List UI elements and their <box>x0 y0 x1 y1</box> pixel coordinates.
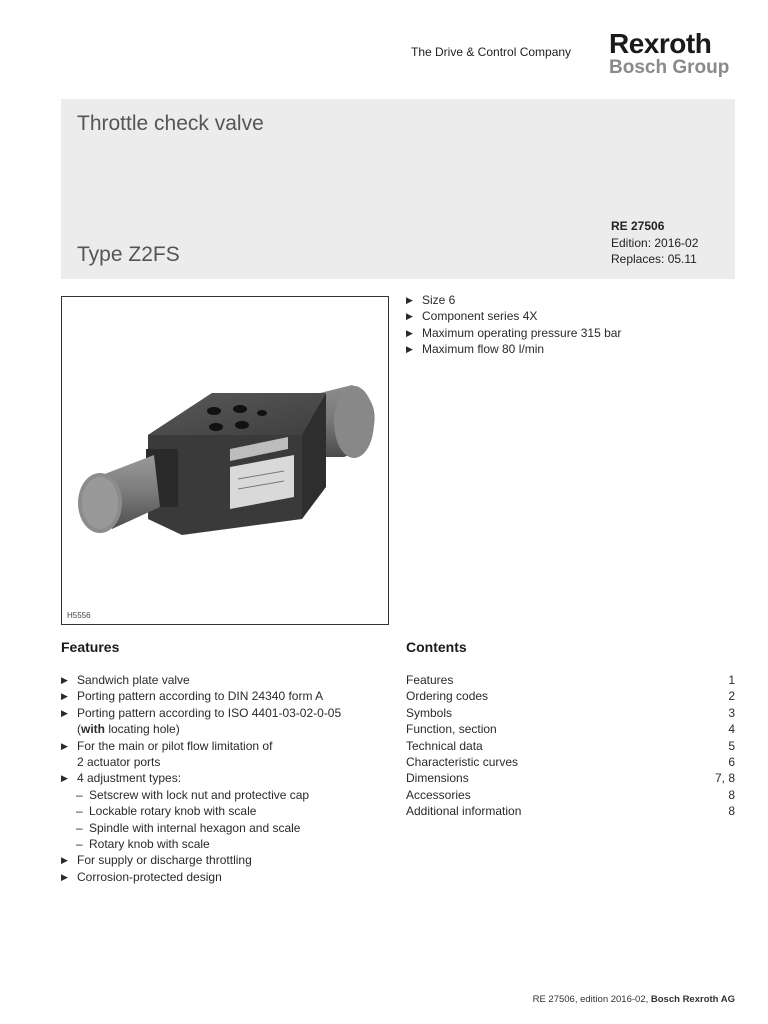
logo-sub-text: Bosch Group <box>609 57 730 78</box>
list-item: ▶ Sandwich plate valve <box>61 673 190 687</box>
contents-row[interactable]: Function, section 4 <box>406 722 735 737</box>
tagline: The Drive & Control Company <box>411 45 572 59</box>
emphasis: with <box>81 722 105 737</box>
sub-list-item: – Rotary knob with scale <box>76 837 210 852</box>
contents-row[interactable]: Dimensions 7, 8 <box>406 771 735 786</box>
photo-code: H5556 <box>67 611 91 620</box>
page-footer: RE 27506, edition 2016-02, Bosch Rexroth AG <box>532 994 735 1005</box>
triangle-right-icon: ▶ <box>406 311 413 322</box>
list-item: ▶ For the main or pilot flow limitation of <box>61 738 273 753</box>
list-item: ▶ Porting pattern according to ISO 4401-03-02-0-05 <box>61 705 342 720</box>
dash-bullet: – <box>76 820 83 835</box>
triangle-right-icon: ▶ <box>406 344 413 355</box>
contents-row[interactable]: Accessories 8 <box>406 787 735 802</box>
features-heading: Features <box>61 639 120 655</box>
list-item-continuation: 2 actuator ports <box>77 755 161 770</box>
title-band <box>61 99 735 279</box>
contents-heading: Contents <box>406 639 467 655</box>
list-item: ▶ Maximum operating pressure 315 bar <box>406 325 622 340</box>
list-item: ▶ 4 adjustment types: <box>61 771 182 786</box>
triangle-right-icon: ▶ <box>61 871 68 882</box>
sub-list-item: – Setscrew with lock nut and protective cap <box>76 787 310 802</box>
document-type: Type Z2FS <box>77 243 180 266</box>
sub-list-item: – Spindle with internal hexagon and scale <box>76 820 301 835</box>
re-number: RE 27506 <box>611 219 665 233</box>
triangle-right-icon: ▶ <box>61 675 68 685</box>
dash-bullet: – <box>76 804 83 819</box>
sub-list-item: – Lockable rotary knob with scale <box>76 804 257 819</box>
list-item: ▶ Corrosion-protected design <box>61 869 222 884</box>
list-item: ▶ For supply or discharge throttling <box>61 853 252 868</box>
triangle-right-icon: ▶ <box>61 773 68 784</box>
key-facts-list <box>406 292 736 358</box>
contents-row[interactable]: Features 1 <box>406 673 735 687</box>
list-item: ▶ Maximum flow 80 l/min <box>406 342 545 357</box>
valve-illustration <box>62 297 389 625</box>
contents-row[interactable]: Technical data 5 <box>406 738 735 753</box>
triangle-right-icon: ▶ <box>406 327 413 338</box>
dash-bullet: – <box>76 837 83 852</box>
rexroth-logo <box>609 28 735 78</box>
triangle-right-icon: ▶ <box>61 740 68 751</box>
dash-bullet: – <box>76 787 83 802</box>
replaces: Replaces: 05.11 <box>611 252 697 266</box>
contents-row[interactable]: Additional information 8 <box>406 804 735 819</box>
contents-row[interactable]: Ordering codes 2 <box>406 689 735 704</box>
triangle-right-icon: ▶ <box>61 855 68 866</box>
triangle-right-icon: ▶ <box>61 707 68 718</box>
features-list <box>61 672 381 885</box>
list-item-continuation: (with locating hole) <box>77 722 180 737</box>
contents-table <box>406 672 735 820</box>
product-photo <box>61 296 389 625</box>
triangle-right-icon: ▶ <box>61 691 68 702</box>
edition: Edition: 2016-02 <box>611 235 699 250</box>
list-item: ▶ Component series 4X <box>406 309 538 324</box>
logo-main-text: Rexroth <box>609 28 712 59</box>
triangle-right-icon: ▶ <box>406 295 413 305</box>
contents-row[interactable]: Characteristic curves 6 <box>406 755 735 770</box>
footer-company: Bosch Rexroth AG <box>650 994 735 1005</box>
document-meta <box>611 218 698 268</box>
contents-row[interactable]: Symbols 3 <box>406 705 735 720</box>
list-item: ▶ Size 6 <box>406 293 456 307</box>
document-title: Throttle check valve <box>77 112 264 135</box>
list-item: ▶ Porting pattern according to DIN 24340 form A <box>61 689 324 704</box>
